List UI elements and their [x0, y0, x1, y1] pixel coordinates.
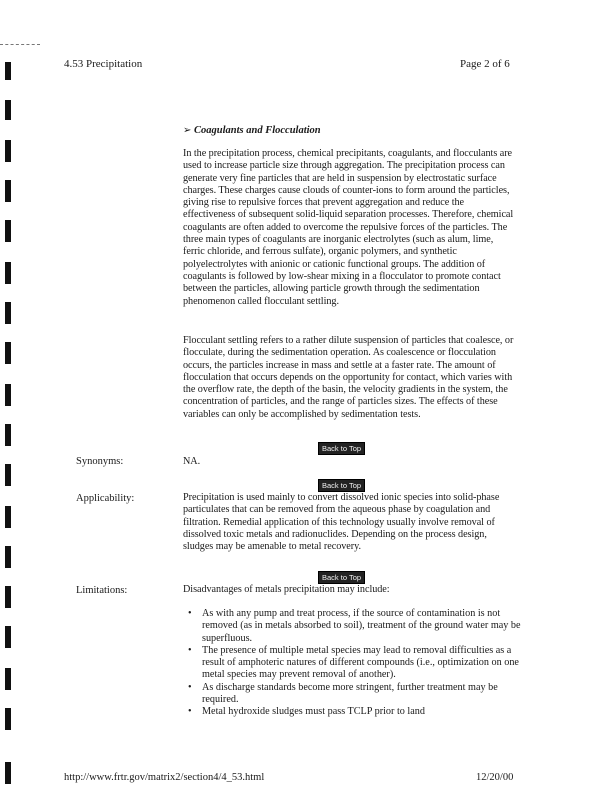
back-to-top-button[interactable]: Back to Top: [318, 571, 365, 584]
page-title: 4.53 Precipitation: [64, 58, 143, 70]
scan-margin-mark: [5, 62, 11, 80]
scan-margin-mark: [5, 100, 11, 120]
scan-margin-mark: [5, 546, 11, 568]
scan-margin-mark: [5, 302, 11, 324]
footer-date: 12/20/00: [476, 772, 514, 783]
limitations-list: [186, 608, 522, 719]
list-item: • As discharge standards become more stringent, further treatment may be required.: [202, 682, 522, 707]
scan-margin-mark: [5, 220, 11, 242]
back-to-top-button[interactable]: Back to Top: [318, 479, 365, 492]
limitations-intro: Disadvantages of metals precipitation may include:: [183, 584, 390, 595]
scan-margin-mark: [5, 180, 11, 202]
scan-margin-mark: [5, 262, 11, 284]
paragraph-flocculant-settling: Flocculant settling refers to a rather dilute suspension of particles that coalesce, or flocculate, during the sedimentation operation. As coalescence or flocculation occurs, the particles increase in mass and settle at a faster rate. The amount of flocculation that occurs depends on the opportunity for contact, which varies with the overflow rate, the depth of the basin, the velocity gradients in the system, the concentration of particles, and the range of particles sizes. The effects of these variables can only be accomplished by sedimentation tests.: [183, 335, 514, 420]
list-item: • As with any pump and treat process, if the source of contamination is not removed (as in metals absorbed to soil), treatment of the ground water may be superfluous.: [202, 608, 522, 645]
scan-margin-mark: [5, 506, 11, 528]
synonyms-label: Synonyms:: [76, 456, 124, 467]
scan-margin-mark: [5, 668, 11, 690]
page-number: Page 2 of 6: [460, 58, 510, 70]
scan-margin-mark: [5, 762, 11, 784]
back-to-top-button[interactable]: Back to Top: [318, 442, 365, 455]
list-item: • Metal hydroxide sludges must pass TCLP prior to land: [202, 706, 522, 718]
scan-margin-mark: [5, 626, 11, 648]
scan-margin-mark: [5, 424, 11, 446]
footer-url[interactable]: http://www.frtr.gov/matrix2/section4/4_53.html: [64, 772, 265, 783]
scan-margin-mark: [5, 586, 11, 608]
scan-margin-mark: [5, 708, 11, 730]
arrow-icon: ➢: [183, 125, 192, 136]
scan-edge-dashes: [0, 44, 40, 45]
scan-margin-mark: [5, 464, 11, 486]
scan-margin-mark: [5, 140, 11, 162]
scan-margin-mark: [5, 384, 11, 406]
section-heading: [183, 125, 321, 136]
applicability-value: Precipitation is used mainly to convert dissolved ionic species into solid-phase particulates that can be removed from the aqueous phase by coagulation and filtration. Remedial application of this technology usually involve removal of dissolved toxic metals and radionuclides. Depending on the process design, sludges may be amenable to metal recovery.: [183, 492, 500, 553]
synonyms-value: NA.: [183, 456, 201, 467]
limitations-label: Limitations:: [76, 585, 128, 596]
applicability-label: Applicability:: [76, 493, 135, 504]
scan-margin-mark: [5, 342, 11, 364]
paragraph-coagulants: In the precipitation process, chemical precipitants, coagulants, and flocculants are used to increase particle size through aggregation. The precipitation process can generate very fine particles that are held in suspension by electrostatic surface charges. These charges cause clouds of counter-ions to form around the particles, giving rise to repulsive forces that prevent aggregation and reduce the effectiveness of subsequent solid-liquid separation processes. Therefore, chemical coagulants are often added to overcome the repulsive forces of the particles. The three main types of coagulants are inorganic electrolytes (such as alum, lime, ferric chloride, and ferrous sulfate), organic polymers, and synthetic polyelectrolytes with anionic or cationic functional groups. The addition of coagulants is followed by low-shear mixing in a flocculator to promote contact between the particles, allowing particle growth through the sedimentation phenomenon called flocculant settling.: [183, 148, 514, 307]
section-heading-text: Coagulants and Flocculation: [194, 125, 321, 136]
list-item: • The presence of multiple metal species may lead to removal difficulties as a result of amphoteric natures of different compounds (i.e., optimization on one metal species may prevent removal of another).: [202, 645, 522, 682]
